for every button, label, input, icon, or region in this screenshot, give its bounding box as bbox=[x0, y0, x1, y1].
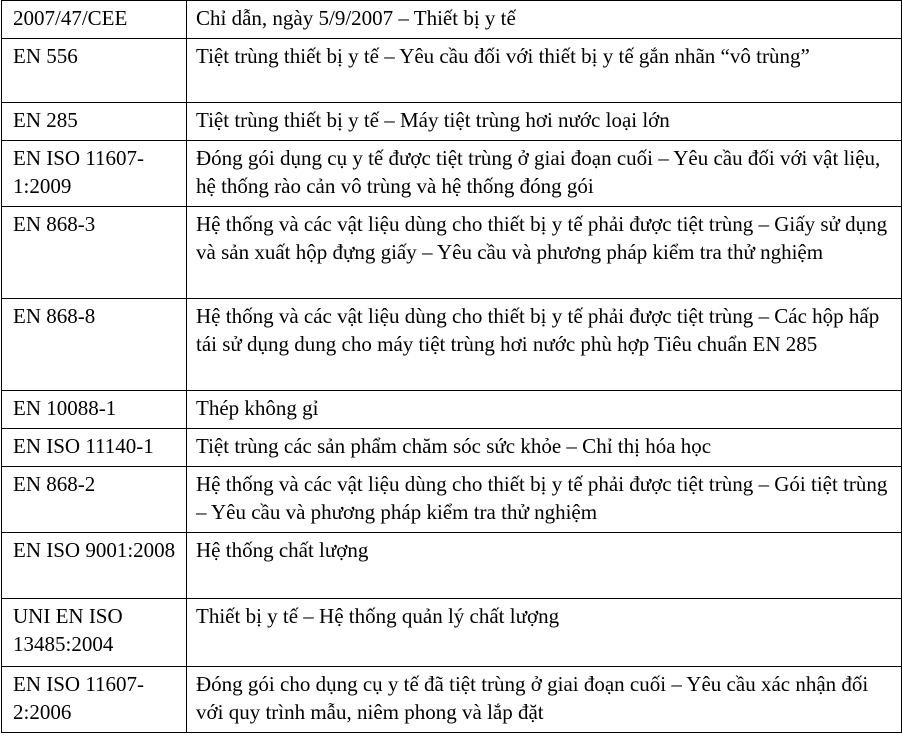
table-row bbox=[2, 299, 902, 391]
standard-description: Đóng gói cho dụng cụ y tế đã tiệt trùng ở giai đoạn cuối – Yêu cầu xác nhận đối với quy trình mẫu, niêm phong và lắp đặt bbox=[187, 667, 902, 733]
table-row bbox=[2, 391, 902, 429]
standard-description: Hệ thống và các vật liệu dùng cho thiết bị y tế phải được tiệt trùng – Giấy sử dụng và sản xuất hộp đựng giấy – Yêu cầu và phương pháp kiểm tra thử nghiệm bbox=[187, 207, 902, 299]
standard-code: EN ISO 11607-2:2006 bbox=[2, 667, 187, 733]
standard-code: EN ISO 11607-1:2009 bbox=[2, 141, 187, 207]
standard-code: EN 868-2 bbox=[2, 467, 187, 533]
table-row bbox=[2, 1, 902, 39]
standard-description: Hệ thống và các vật liệu dùng cho thiết bị y tế phải được tiệt trùng – Gói tiệt trùng – Yêu cầu và phương pháp kiểm tra thử nghiệm bbox=[187, 467, 902, 533]
standard-description: Chỉ dẫn, ngày 5/9/2007 – Thiết bị y tế bbox=[187, 1, 902, 39]
standard-description: Tiệt trùng thiết bị y tế – Máy tiệt trùng hơi nước loại lớn bbox=[187, 103, 902, 141]
standard-code: EN ISO 11140-1 bbox=[2, 429, 187, 467]
standard-description: Tiệt trùng các sản phẩm chăm sóc sức khỏe – Chỉ thị hóa học bbox=[187, 429, 902, 467]
table-row bbox=[2, 533, 902, 599]
table-row bbox=[2, 599, 902, 667]
standards-table bbox=[1, 0, 902, 733]
table-row bbox=[2, 467, 902, 533]
table-row bbox=[2, 141, 902, 207]
standard-description: Hệ thống chất lượng bbox=[187, 533, 902, 599]
standard-code: EN 556 bbox=[2, 39, 187, 103]
table-row bbox=[2, 103, 902, 141]
standard-description: Thiết bị y tế – Hệ thống quản lý chất lượng bbox=[187, 599, 902, 667]
standard-code: EN ISO 9001:2008 bbox=[2, 533, 187, 599]
table-row bbox=[2, 39, 902, 103]
table-row bbox=[2, 207, 902, 299]
standard-code: EN 285 bbox=[2, 103, 187, 141]
standard-description: Đóng gói dụng cụ y tế được tiệt trùng ở giai đoạn cuối – Yêu cầu đối với vật liệu, hệ thống rào cản vô trùng và hệ thống đóng gói bbox=[187, 141, 902, 207]
standard-description: Hệ thống và các vật liệu dùng cho thiết bị y tế phải được tiệt trùng – Các hộp hấp tái sử dụng dung cho máy tiệt trùng hơi nước phù hợp Tiêu chuẩn EN 285 bbox=[187, 299, 902, 391]
table-row bbox=[2, 429, 902, 467]
standard-code: EN 868-3 bbox=[2, 207, 187, 299]
table-row bbox=[2, 667, 902, 733]
standard-code: UNI EN ISO 13485:2004 bbox=[2, 599, 187, 667]
standard-code: EN 868-8 bbox=[2, 299, 187, 391]
standard-description: Tiệt trùng thiết bị y tế – Yêu cầu đối với thiết bị y tế gắn nhãn “vô trùng” bbox=[187, 39, 902, 103]
standard-description: Thép không gỉ bbox=[187, 391, 902, 429]
standard-code: 2007/47/CEE bbox=[2, 1, 187, 39]
standard-code: EN 10088-1 bbox=[2, 391, 187, 429]
